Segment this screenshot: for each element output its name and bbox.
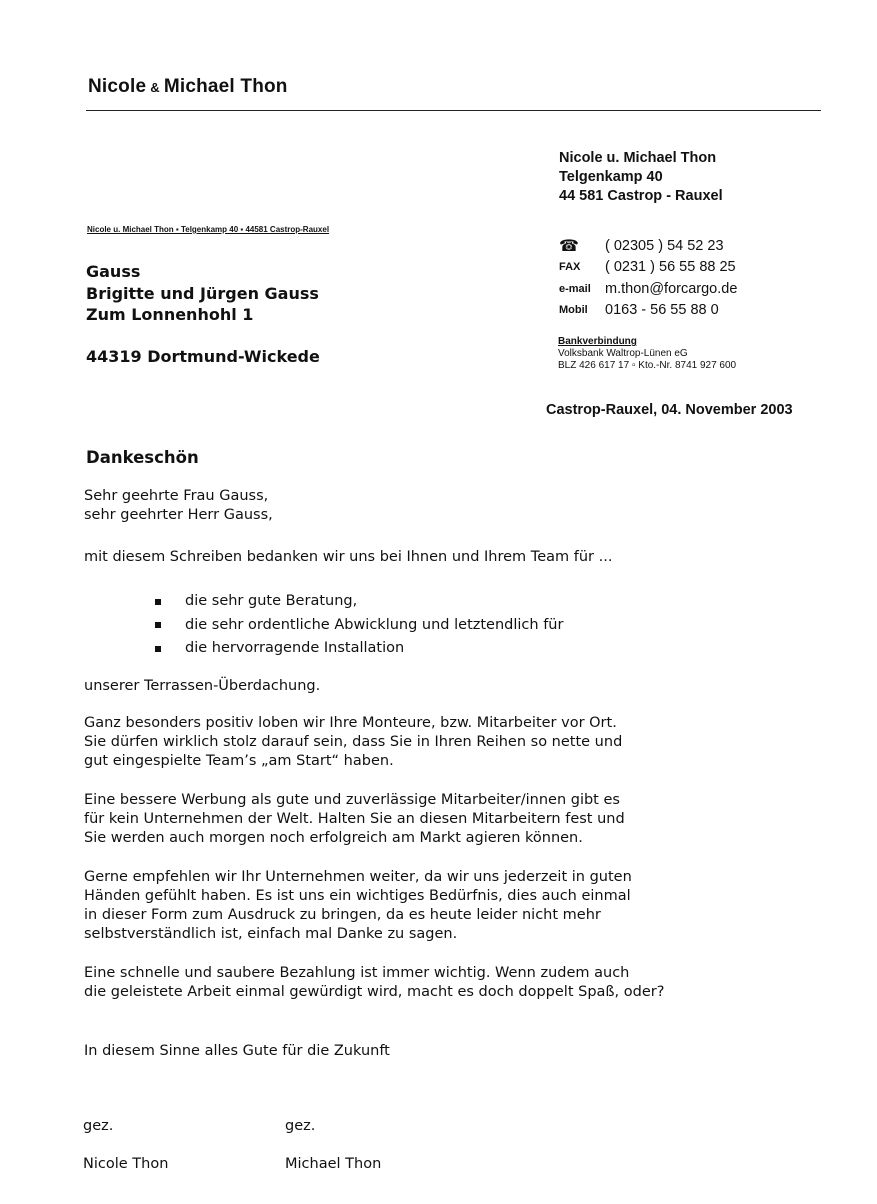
letterhead-name [88,76,288,98]
contact-phone: ( 02305 ) 54 52 23 [605,237,724,254]
recipient-line-name: Brigitte und Jürgen Gauss [86,283,319,303]
list-item-text: die hervorragende Installation [185,640,405,657]
return-address: Nicole u. Michael Thon ▪ Telgenkamp 40 ▪ 44581 Castrop-Rauxel [87,225,330,234]
bullet-square-icon [155,622,161,628]
paragraph-1: Ganz besonders positiv loben wir Ihre Monteure, bzw. Mitarbeiter vor Ort. Sie dürfen wirklich stolz darauf sein, dass Sie in Ihren Reihen so nette und gut eingespielte Team’s „am Start“ haben. [84,715,623,769]
signature-name: Nicole Thon [83,1156,169,1172]
paragraph-4: Eine schnelle und saubere Bezahlung ist immer wichtig. Wenn zudem auch die geleistete Arbeit einmal gewürdigt wird, macht es doch doppelt Spaß, oder? [84,965,665,1000]
contact-info [559,235,737,321]
salutation: Sehr geehrte Frau Gauss, sehr geehrter Herr Gauss, [84,488,273,523]
signature-gez: gez. [285,1118,316,1134]
signature-nicole [83,1098,168,1193]
bank-details [558,336,736,372]
list-item [155,637,563,661]
contact-email-label: e-mail [559,282,591,295]
bullet-square-icon [155,599,161,605]
contact-mobil-row [559,300,737,322]
recipient-line-street: Zum Lonnenhohl 1 [86,305,254,324]
after-list-line: unserer Terrassen-Überdachung. [84,678,321,694]
signature-michael [285,1098,381,1193]
recipient-line-city: 44319 Dortmund-Wickede [86,346,320,366]
list-item [155,590,563,614]
intro-paragraph: mit diesem Schreiben bedanken wir uns bei Ihnen und Ihrem Team für ... [84,549,613,565]
sender-line-street: Telgenkamp 40 [559,169,663,185]
contact-mobil: 0163 - 56 55 88 0 [605,302,719,319]
bank-name: Volksbank Waltrop-Lünen eG [558,348,688,359]
phone-icon: ☎ [559,237,579,255]
bank-title: Bankverbindung [558,336,637,347]
contact-phone-row [559,235,737,257]
list-item [155,614,563,638]
letter-date: Castrop-Rauxel, 04. November 2003 [546,402,793,418]
letterhead-first-name: Nicole [88,76,147,97]
paragraph-2: Eine bessere Werbung als gute und zuverlässige Mitarbeiter/innen gibt es für kein Unternehmen der Welt. Halten Sie an diesen Mitarbeitern fest und Sie werden auch morgen noch erfolgreich am Markt agieren können. [84,792,625,846]
letter-subject: Dankeschön [86,448,199,467]
paragraph-3: Gerne empfehlen wir Ihr Unternehmen weiter, da wir uns jederzeit in guten Händen gefühlt haben. Es ist uns ein wichtiges Bedürfnis, dies auch einmal in dieser Form zum Ausdruck zu bringen, da es heute leider nicht mehr selbstverständlich ist, einfach mal Danke zu sagen. [84,869,632,942]
letterhead-rule [86,110,821,111]
letterhead-rest-name: Michael Thon [163,76,288,97]
contact-fax: ( 0231 ) 56 55 88 25 [605,259,736,276]
contact-fax-label: FAX [559,261,581,274]
list-item-text: die sehr ordentliche Abwicklung und letztendlich für [185,616,564,633]
letterhead-ampersand: & [150,80,160,95]
signature-name: Michael Thon [285,1156,382,1172]
sender-address [559,149,723,206]
contact-mobil-label: Mobil [559,304,588,317]
thanks-list [155,590,563,661]
sender-line-name: Nicole u. Michael Thon [559,150,717,166]
bullet-square-icon [155,646,161,652]
recipient-address [86,261,320,367]
contact-email: m.thon@forcargo.de [605,280,738,297]
sender-line-city: 44 581 Castrop - Rauxel [559,188,723,204]
signature-gez: gez. [83,1118,114,1134]
contact-email-row [559,278,737,300]
closing-line: In diesem Sinne alles Gute für die Zukunft [84,1043,390,1059]
contact-fax-row [559,257,737,279]
list-item-text: die sehr gute Beratung, [185,593,358,610]
bank-account: BLZ 426 617 17 ▫ Kto.-Nr. 8741 927 600 [558,360,737,371]
recipient-line-company: Gauss [86,262,141,281]
